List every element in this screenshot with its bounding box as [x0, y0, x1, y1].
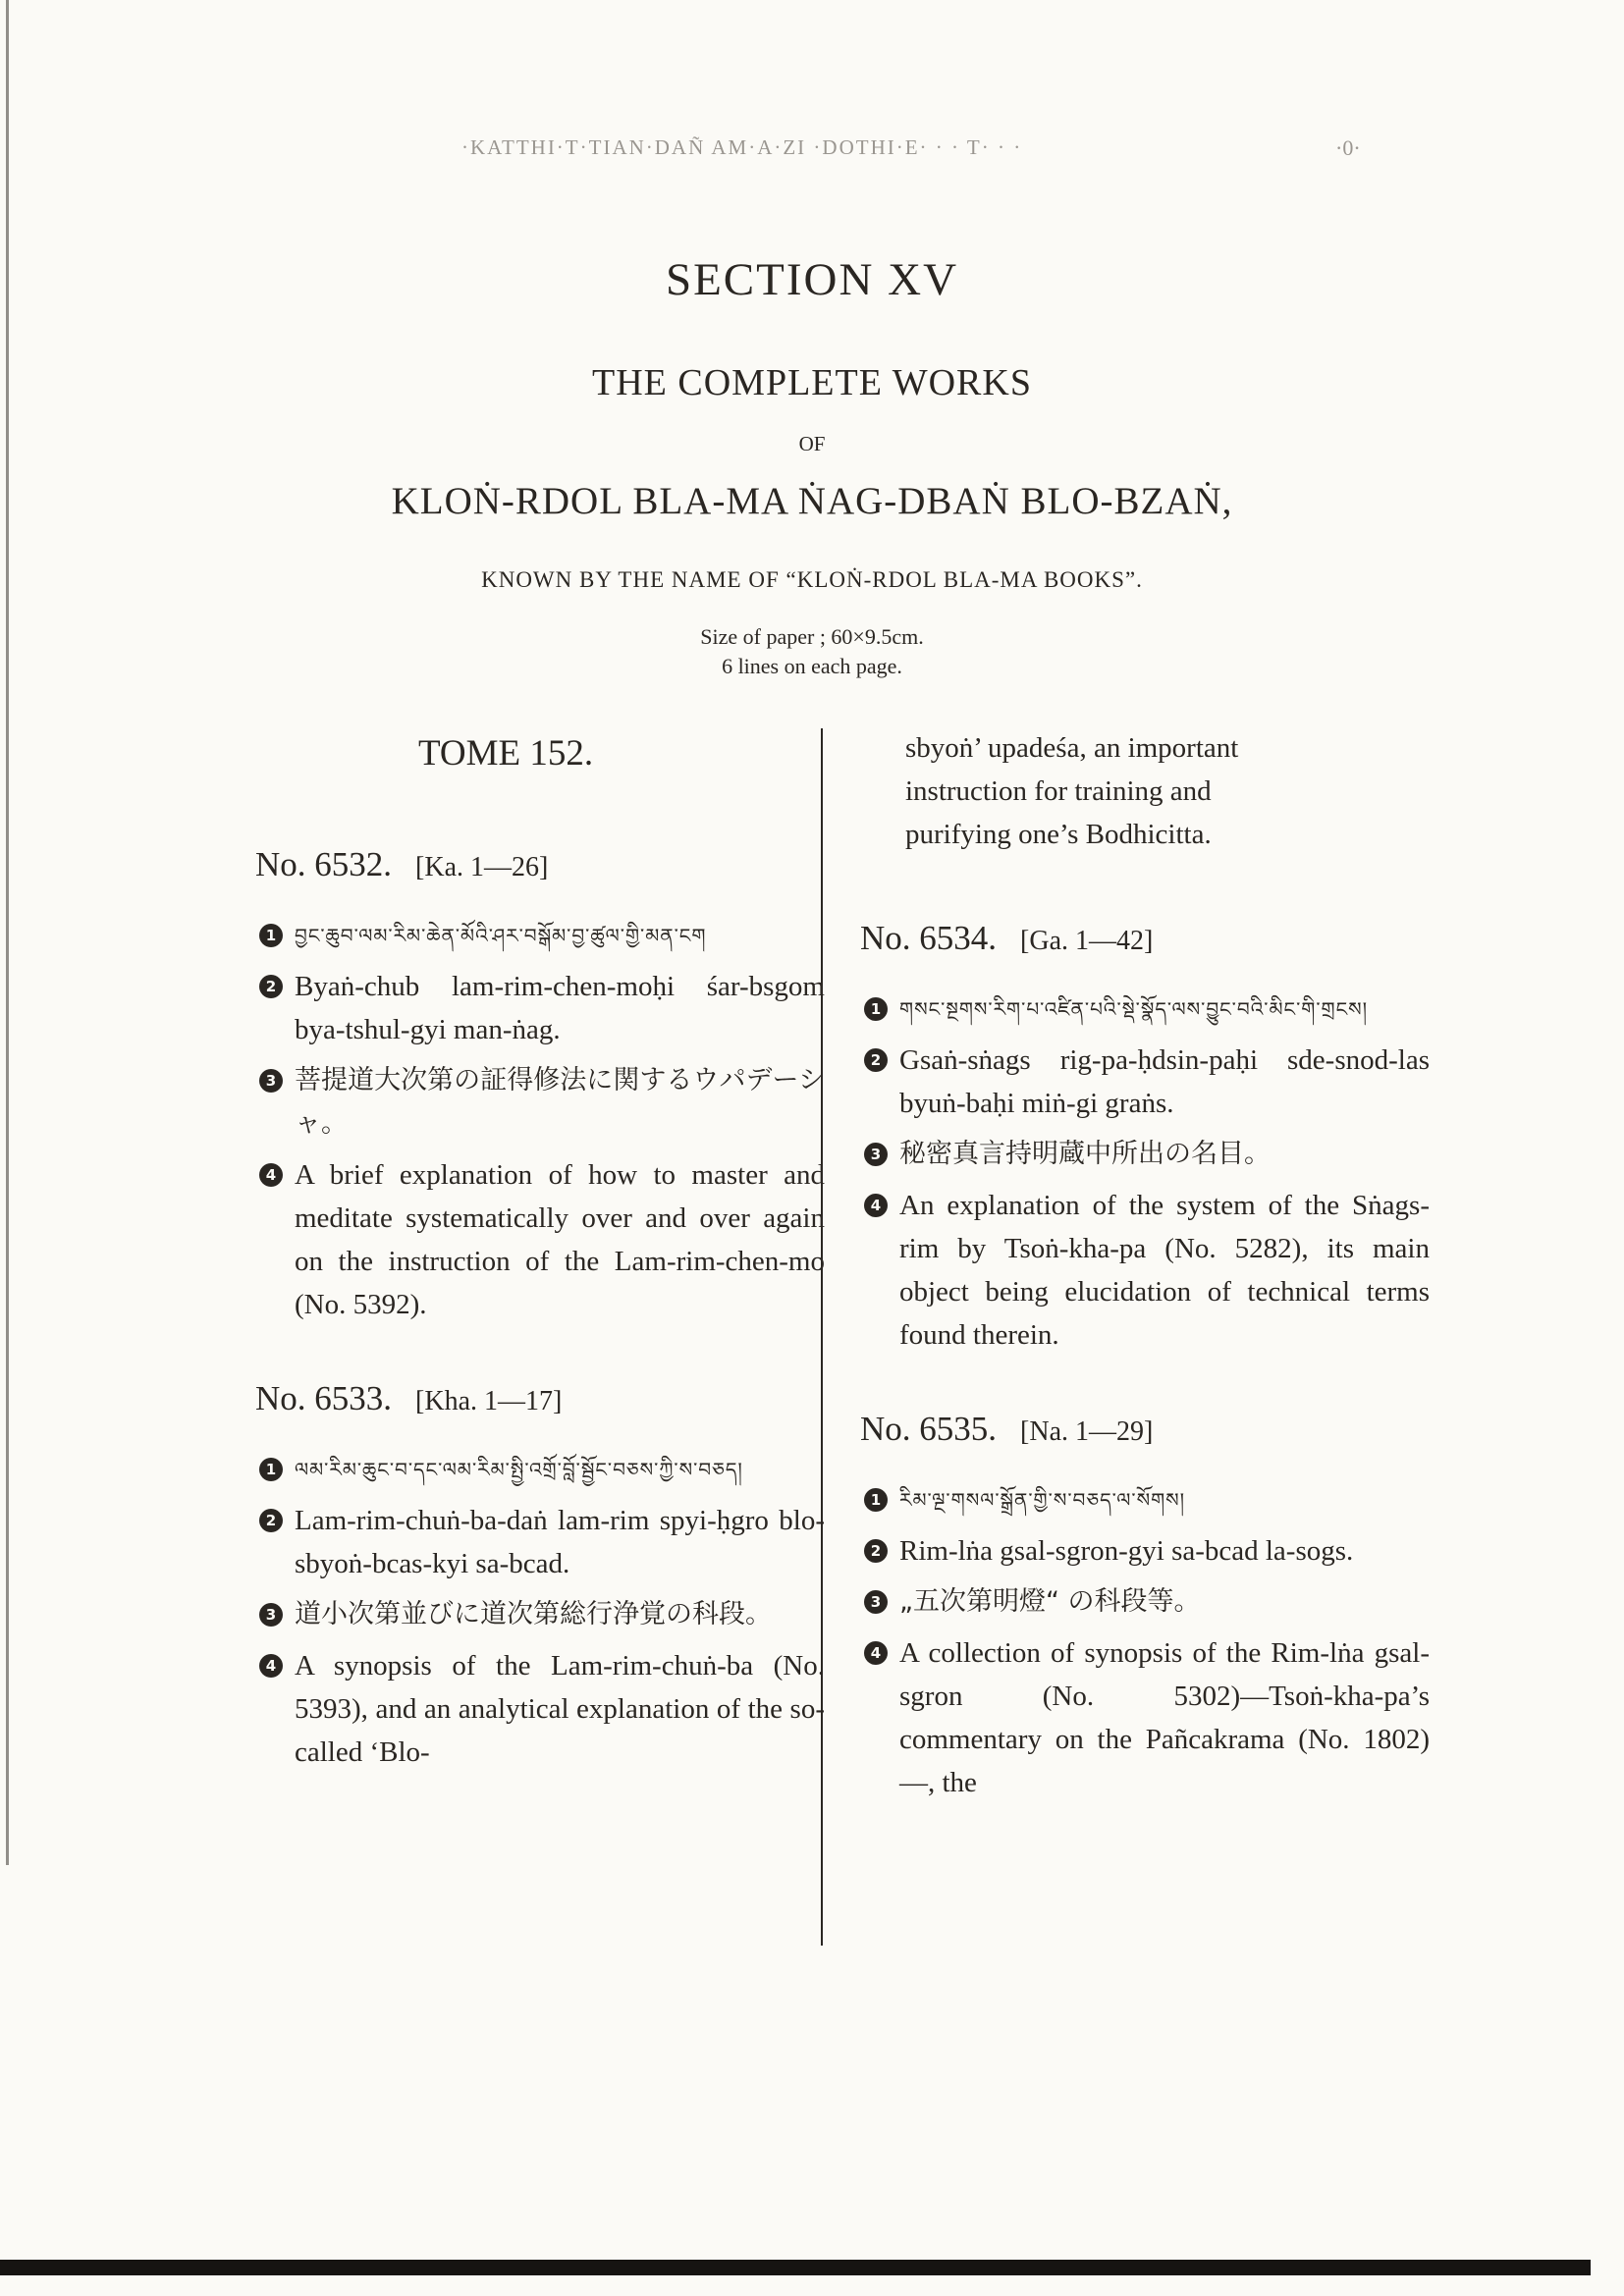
tibetan-title — [850, 988, 1430, 1031]
tibetan-title — [245, 914, 825, 957]
transliteration — [850, 1529, 1430, 1573]
english-description — [245, 1153, 825, 1326]
tibetan-text: ལམ་རིམ་ཆུང་བ་དང་ལམ་རིམ་སྤྱི་འགྲོ་བློ་སྦྱོང་བཅས་ཀྱི་ས་བཅད། — [295, 1458, 743, 1481]
transliteration-text: Byaṅ-chub lam-rim-chen-moḥi śar-bsgom bya-tshul-gyi man-ṅag. — [295, 971, 825, 1045]
marker-4-icon: 4 — [864, 1194, 888, 1217]
english-text: A synopsis of the Lam-rim-chuṅ-ba (No. 5393), and an analytical explanation of the so-called ‘Blo- — [295, 1650, 825, 1768]
japanese-text: 秘密真言持明蔵中所出の名目。 — [899, 1139, 1271, 1169]
entry-header — [860, 1410, 1430, 1449]
marker-4-icon: 4 — [259, 1654, 283, 1678]
continuation-line: purifying one’s Bodhicitta. — [905, 819, 1212, 850]
english-description — [850, 1184, 1430, 1357]
entry-header — [860, 919, 1430, 958]
entry-6533 — [245, 1379, 825, 1774]
marker-3-icon: 3 — [259, 1603, 283, 1627]
tibetan-text: བྱང་ཆུབ་ལམ་རིམ་ཆེན་མོའི་ཤར་བསྒོམ་བྱ་ཚུལ་གྱི་མན་ངག — [295, 924, 707, 947]
author-name: KLOṄ-RDOL BLA-MA ṄAG-DBAṄ BLO-BZAṄ, — [391, 480, 1233, 522]
marker-1-icon: 1 — [259, 1458, 283, 1481]
transliteration-text: Rim-lṅa gsal-sgron-gyi sa-bcad la-sogs. — [899, 1535, 1354, 1567]
tibetan-title — [245, 1448, 825, 1491]
entry-header — [255, 1379, 825, 1418]
continuation-line: instruction for training and — [905, 775, 1212, 807]
marker-2-icon: 2 — [864, 1539, 888, 1563]
marker-3-icon: 3 — [864, 1590, 888, 1614]
japanese-text: 菩提道大次第の証得修法に関するウパデーシャ。 — [295, 1065, 825, 1139]
tibetan-title — [850, 1478, 1430, 1522]
tome-heading: TOME 152. — [418, 733, 594, 774]
entry-6534 — [850, 919, 1430, 1357]
entry-number: No. 6535. — [860, 1410, 998, 1448]
tibetan-text: གསང་སྔགས་རིག་པ་འཛིན་པའི་སྡེ་སྣོད་ལས་བྱུང་བའི་མིང་གི་གྲངས། — [899, 997, 1369, 1021]
japanese-text: „五次第明燈“ の科段等。 — [899, 1586, 1201, 1617]
transliteration-text: Lam-rim-chuṅ-ba-daṅ lam-rim spyi-ḥgro blo-sbyoṅ-bcas-kyi sa-bcad. — [295, 1505, 825, 1579]
japanese-title — [245, 1059, 825, 1146]
entry-number: No. 6533. — [255, 1379, 393, 1417]
english-description — [850, 1631, 1430, 1804]
english-text: A brief explanation of how to master and meditate systematically over and over again on the instruction of the Lam-rim-chen-mo (No. 5392). — [295, 1159, 825, 1320]
transliteration — [245, 965, 825, 1051]
works-line: THE COMPLETE WORKS — [592, 362, 1032, 403]
marker-2-icon: 2 — [864, 1048, 888, 1072]
entry-range: [Ga. 1—42] — [1020, 926, 1154, 956]
marker-3-icon: 3 — [864, 1143, 888, 1166]
known-as: KNOWN BY THE NAME OF “KLOṄ-RDOL BLA-MA BOOKS”. — [481, 567, 1143, 592]
japanese-title — [245, 1593, 825, 1636]
entry-6535 — [850, 1410, 1430, 1804]
marker-4-icon: 4 — [864, 1641, 888, 1665]
marker-4-icon: 4 — [259, 1163, 283, 1187]
english-text: A collection of synopsis of the Rim-lṅa gsal-sgron (No. 5302)—Tsoṅ-kha-pa’s commentary on the Pañcakrama (No. 1802)—, the — [899, 1637, 1430, 1798]
transliteration — [850, 1039, 1430, 1125]
bottom-scan-bar — [0, 2260, 1591, 2275]
english-description — [245, 1644, 825, 1774]
entry-6532 — [245, 845, 825, 1326]
marker-3-icon: 3 — [259, 1069, 283, 1093]
page-number: ·0· — [1335, 135, 1361, 160]
lines-per-page: 6 lines on each page. — [722, 654, 902, 678]
entry-range: [Na. 1—29] — [1020, 1416, 1154, 1447]
japanese-title — [850, 1580, 1430, 1624]
entry-range: [Ka. 1—26] — [415, 852, 549, 882]
marker-1-icon: 1 — [259, 924, 283, 947]
entry-number: No. 6534. — [860, 919, 998, 957]
entry-number: No. 6532. — [255, 845, 393, 883]
section-title: SECTION XV — [665, 254, 959, 305]
left-column — [245, 726, 825, 1827]
of-line: OF — [798, 432, 826, 455]
japanese-title — [850, 1133, 1430, 1176]
running-head: ·KATTHI·T·TIAN·DAÑ AM·A·ZI ·DOTHI·E· · · T· · · — [461, 135, 1023, 159]
right-column — [850, 726, 1430, 1857]
entry-header — [255, 845, 825, 884]
marker-2-icon: 2 — [259, 1509, 283, 1532]
marker-1-icon: 1 — [864, 1488, 888, 1512]
continuation-line: sbyoṅ’ upadeśa, an important — [905, 732, 1239, 764]
transliteration — [245, 1499, 825, 1585]
transliteration-text: Gsaṅ-sṅags rig-pa-ḥdsin-paḥi sde-snod-las byuṅ-baḥi miṅ-gi graṅs. — [899, 1044, 1430, 1119]
tibetan-text: རིམ་ལྔ་གསལ་སྒྲོན་གྱི་ས་བཅད་ལ་སོགས། — [899, 1488, 1186, 1512]
english-text: An explanation of the system of the Sṅags-rim by Tsoṅ-kha-pa (No. 5282), its main object being elucidation of technical terms found therein. — [899, 1190, 1430, 1351]
marker-2-icon: 2 — [259, 975, 283, 998]
continuation-text — [905, 726, 1430, 856]
marker-1-icon: 1 — [864, 997, 888, 1021]
entry-range: [Kha. 1—17] — [415, 1386, 563, 1416]
paper-size: Size of paper ; 60×9.5cm. — [700, 624, 924, 649]
japanese-text: 道小次第並びに道次第総行浄覚の科段。 — [295, 1599, 772, 1629]
